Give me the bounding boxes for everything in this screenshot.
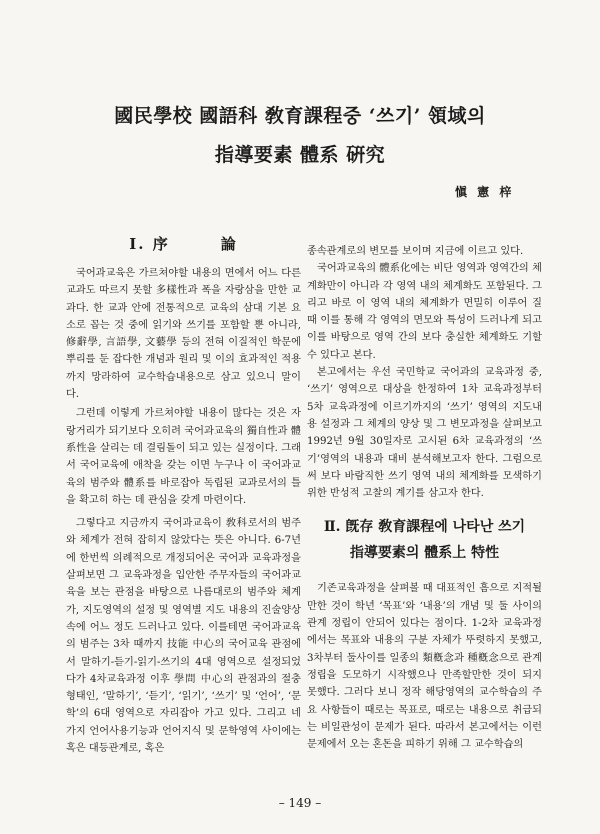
title-line-1: 國民學校 國語科 敎育課程중 ‘쓰기’ 領域의 [114, 105, 486, 127]
left-column [66, 265, 301, 757]
right-paragraph-2: 국어과교육의 體系化에는 비단 영역과 영역간의 체계화만이 아니라 각 영역 내의 체계화도 포함된다. 그리고 바로 이 영역 내의 체계화가 면밀히 이루어 질 때 이를 통해 각 영역의 면모와 특성이 드러나게 되고 이를 바탕으로 영역 간의 보다 충실한 체계화도 기할 수 있다고 본다. [307, 263, 542, 361]
title-line-2: 指導要素 體系 硏究 [214, 144, 386, 166]
section-2-heading [307, 514, 542, 566]
author-name: 愼 憲 梓 [455, 185, 515, 199]
page-number: – 149 – [278, 796, 322, 810]
left-paragraph-3: 그렇다고 지금까지 국어과교육이 敎科로서의 범주와 체계가 전혀 잡히지 않았다는 뜻은 아니다. 6-7년에 한번씩 의례적으로 개정되어온 국어과 교육과정을 살펴보면 그 교육과정을 입안한 주무자들의 국어과교육을 보는 관점을 바탕으로 나름대로의 범주와 체계가, 지도영역의 설정 및 영역별 지도 내용의 진술양상 속에 어느 정도 드러나고 있다. 이를테면 국어과교육의 범주는 3차 때까지 技能 中心의 국어교육 관점에서 말하기-듣기-읽기-쓰기의 4대 영역으로 설정되었다가 4차교육과정 이후 學問 中心의 관점과의 절충 형태인, ‘말하기’, ‘듣기’, ‘읽기’, ‘쓰기’ 및 ‘언어’, ‘문학’의 6대 영역으로 자리잡아 가고 있다. 그리고 네 가지 언어사용기능과 언어지식 및 문학영역 사이에는 혹은 대등관계로, 혹은 [66, 518, 301, 755]
right-paragraph-3: 본고에서는 우선 국민학교 국어과의 교육과정 중, ‘쓰기’ 영역으로 대상을 한정하여 1차 교육과정부터 5차 교육과정에 이르기까지의 ‘쓰기’ 영역의 지도내용 설정과 그 체계의 양상 및 그 변모과정을 살펴보고 1992년 9월 30일자로 고시된 6차 교육과정의 ‘쓰기’영역의 내용과 대비 분석해보고자 한다. 그럼으로써 보다 바람직한 쓰기 영역 내의 체계화를 모색하기 위한 반성적 고찰의 계기를 삼고자 한다. [307, 367, 542, 500]
right-paragraph-1: 종속관계로의 변모를 보이며 지금에 이르고 있다. [307, 246, 524, 257]
right-paragraph-4: 기존교육과정을 살펴볼 때 대표적인 흠으로 지적될 만한 것이 학년 ‘목표’와 ‘내용’의 개념 및 둘 사이의 관계 정립이 안되어 있다는 점이다. 1-2차 교육과정에서는 목표와 내용의 구분 자체가 뚜렷하지 못했고, 3차부터 둘사이를 일종의 類槪念과 種槪念으로 관계정립을 도모하기 시작했으나 만족할만한 것이 되지 못했다. 그러다 보니 정작 해당영역의 교수학습의 주요 사항들이 때로는 목표로, 때로는 내용으로 취급되는 비일관성이 문제가 된다. 따라서 본고에서는 이런 문제에서 오는 혼돈을 피하기 위해 그 교수학습의 [307, 583, 542, 751]
right-column [307, 243, 542, 753]
left-paragraph-1: 국어과교육은 가르쳐야할 내용의 면에서 어느 다른 교과도 따르지 못할 多樣性과 폭을 자랑삼을 만한 교과다. 한 교과 안에 전통적으로 교육의 삼대 기본 요소로 꼽는 것 중에 읽기와 쓰기를 포함할 뿐 아니라, 修辭學, 言語學, 文藝學 등의 전혀 이질적인 학문에 뿌리를 둔 잡다한 개념과 원리 및 이의 효과적인 적용까지 망라하여 교수학습내용으로 삼고 있으니 말이다. [66, 268, 301, 401]
left-paragraph-2: 그런데 이렇게 가르쳐야할 내용이 많다는 것은 자랑거리가 되기보다 오히려 국어과교육의 獨自性과 體系性을 살리는 데 결림돌이 되고 있는 실정이다. 그래서 국어교육에 애착을 갖는 이면 누구나 이 국어과교육의 범주와 體系를 바로잡아 독립된 교과로서의 틀을 확고히 하는 데 관심을 갖게 마련이다. [66, 408, 301, 506]
section-1-heading: Ⅰ. 序 論 [129, 235, 238, 253]
section-2-heading-line-1: Ⅱ. 旣存 敎育課程에 나타난 쓰기 [323, 519, 526, 536]
section-2-heading-line-2: 指導要素의 體系上 特性 [349, 545, 500, 562]
